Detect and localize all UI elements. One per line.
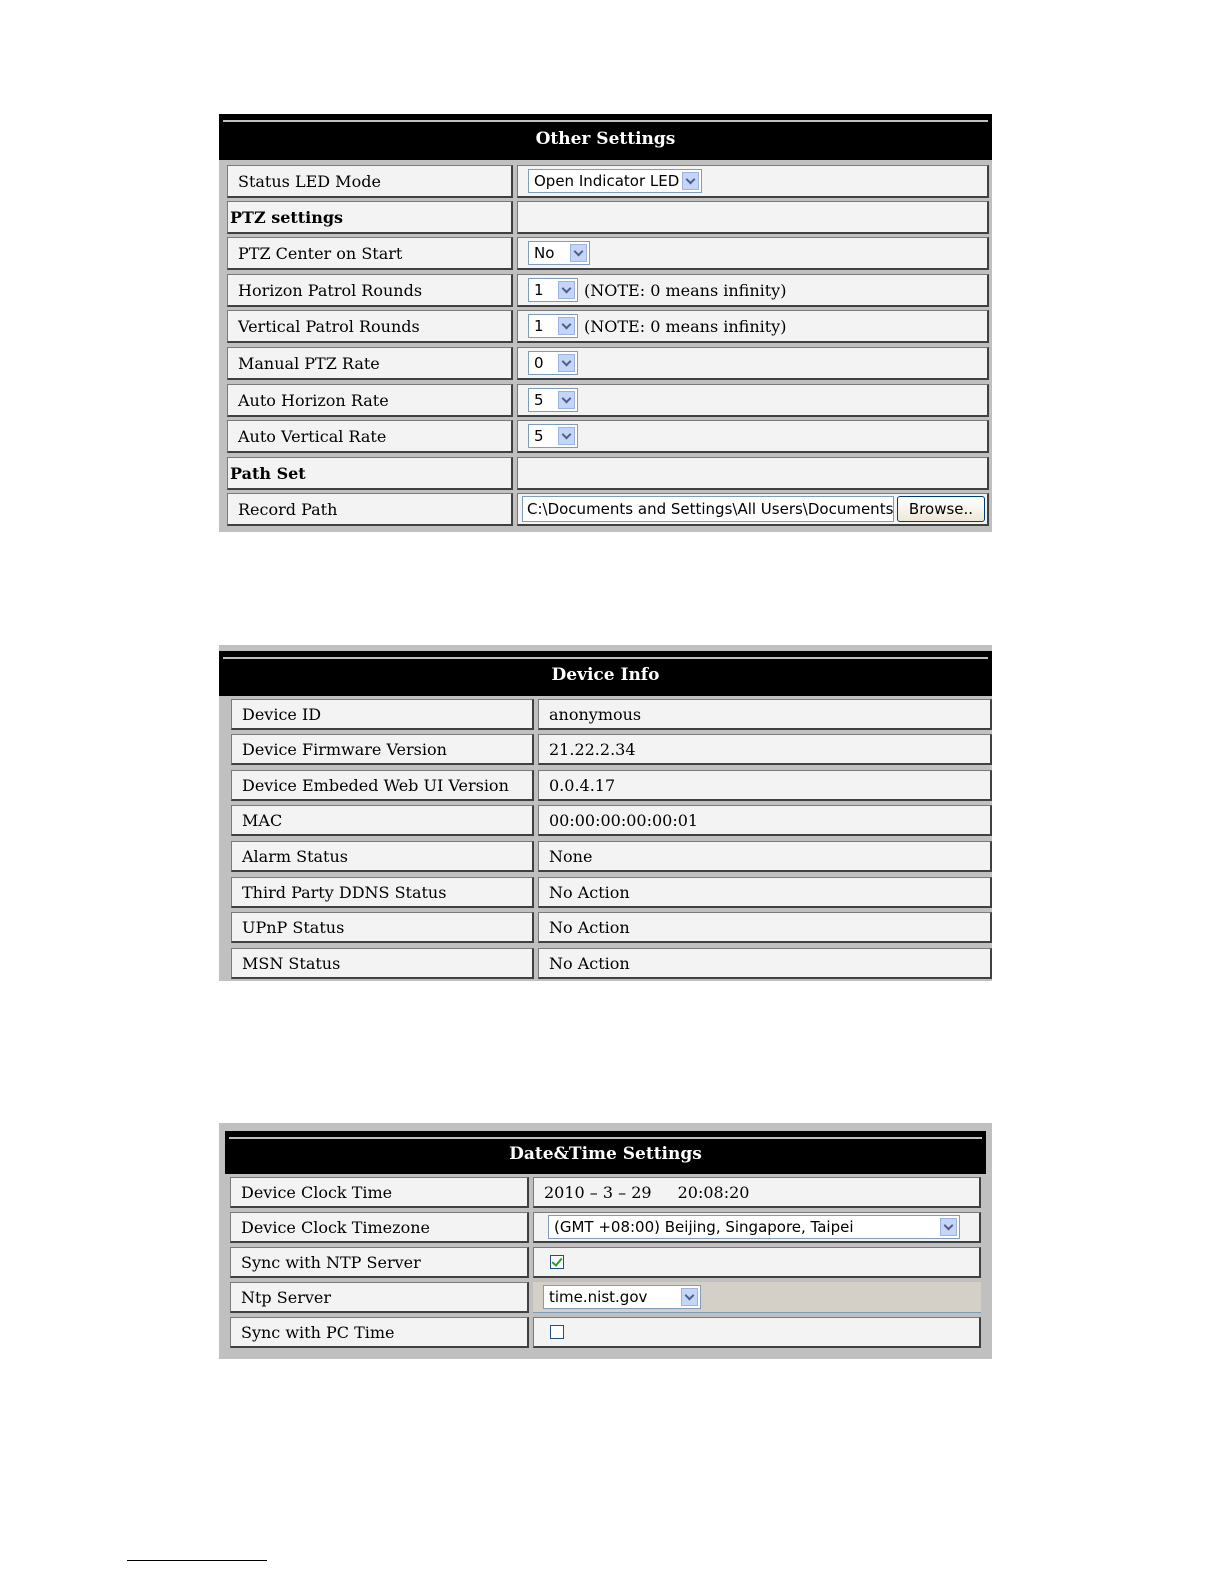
auto-horizon-rate-cell	[517, 384, 989, 417]
auto-vertical-rate-value: 5	[534, 427, 544, 445]
sync-pc-time-cell	[533, 1317, 981, 1348]
msn-status-label: MSN Status	[231, 948, 534, 979]
ddns-status-label: Third Party DDNS Status	[231, 877, 534, 908]
other-settings-title: Other Settings	[219, 114, 992, 160]
status-led-mode-value: Open Indicator LED	[534, 172, 680, 190]
auto-horizon-rate-label: Auto Horizon Rate	[227, 384, 513, 417]
alarm-status-label: Alarm Status	[231, 841, 534, 872]
ptz-settings-empty-cell	[517, 201, 989, 234]
chevron-down-icon[interactable]	[558, 391, 575, 409]
auto-horizon-rate-select[interactable]	[528, 388, 578, 412]
upnp-status-label: UPnP Status	[231, 912, 534, 943]
mac-value: 00:00:00:00:00:01	[538, 805, 992, 836]
web-ui-version-label: Device Embeded Web UI Version	[231, 770, 534, 801]
browse-button[interactable]: Browse..	[897, 496, 985, 522]
chevron-down-icon[interactable]	[570, 244, 587, 262]
device-id-label: Device ID	[231, 699, 534, 730]
ddns-status-value: No Action	[538, 877, 992, 908]
device-info-panel	[219, 645, 992, 981]
horizon-patrol-rounds-label: Horizon Patrol Rounds	[227, 274, 513, 307]
vertical-patrol-rounds-note: (NOTE: 0 means infinity)	[584, 316, 787, 336]
device-clock-timezone-label: Device Clock Timezone	[230, 1212, 529, 1243]
path-set-heading: Path Set	[227, 457, 513, 490]
ntp-server-select[interactable]	[543, 1285, 701, 1309]
ptz-center-on-start-select[interactable]	[528, 241, 590, 265]
device-info-title: Device Info	[219, 651, 992, 696]
footnote-separator	[127, 1560, 267, 1561]
device-clock-timezone-cell	[533, 1212, 981, 1243]
device-clock-time-cell	[533, 1177, 981, 1208]
timezone-value: (GMT +08:00) Beijing, Singapore, Taipei	[554, 1218, 854, 1236]
sync-pc-time-label: Sync with PC Time	[230, 1317, 529, 1348]
record-path-input[interactable]: C:\Documents and Settings\All Users\Documents	[522, 496, 894, 522]
auto-horizon-rate-value: 5	[534, 391, 544, 409]
mac-label: MAC	[231, 805, 534, 836]
chevron-down-icon[interactable]	[558, 317, 575, 335]
manual-ptz-rate-label: Manual PTZ Rate	[227, 347, 513, 380]
device-clock-date: 2010 – 3 – 29	[544, 1182, 652, 1202]
vertical-patrol-rounds-label: Vertical Patrol Rounds	[227, 310, 513, 343]
device-clock-time-label: Device Clock Time	[230, 1177, 529, 1208]
manual-ptz-rate-select[interactable]	[528, 351, 578, 375]
device-clock-time: 20:08:20	[677, 1182, 750, 1202]
vertical-patrol-rounds-cell	[517, 310, 989, 343]
vertical-patrol-rounds-select[interactable]	[528, 314, 578, 338]
status-led-mode-label: Status LED Mode	[227, 165, 513, 198]
chevron-down-icon[interactable]	[681, 1288, 698, 1306]
record-path-cell	[517, 493, 989, 526]
chevron-down-icon[interactable]	[558, 281, 575, 299]
datetime-settings-title: Date&Time Settings	[225, 1131, 986, 1174]
chevron-down-icon[interactable]	[682, 172, 699, 190]
ntp-server-value: time.nist.gov	[549, 1288, 648, 1306]
firmware-version-value: 21.22.2.34	[538, 734, 992, 765]
record-path-label: Record Path	[227, 493, 513, 526]
chevron-down-icon[interactable]	[940, 1218, 957, 1236]
ptz-settings-heading: PTZ settings	[227, 201, 513, 234]
sync-pc-time-checkbox[interactable]	[550, 1325, 564, 1339]
manual-ptz-rate-value: 0	[534, 354, 544, 372]
timezone-select[interactable]	[548, 1215, 960, 1239]
horizon-patrol-rounds-select[interactable]	[528, 278, 578, 302]
ptz-center-on-start-cell	[517, 237, 989, 270]
sync-ntp-checkbox[interactable]	[550, 1255, 564, 1269]
horizon-patrol-rounds-note: (NOTE: 0 means infinity)	[584, 280, 787, 300]
auto-vertical-rate-cell	[517, 420, 989, 453]
upnp-status-value: No Action	[538, 912, 992, 943]
msn-status-value: No Action	[538, 948, 992, 979]
horizon-patrol-rounds-cell	[517, 274, 989, 307]
auto-vertical-rate-label: Auto Vertical Rate	[227, 420, 513, 453]
chevron-down-icon[interactable]	[558, 354, 575, 372]
firmware-version-label: Device Firmware Version	[231, 734, 534, 765]
alarm-status-value: None	[538, 841, 992, 872]
manual-ptz-rate-cell	[517, 347, 989, 380]
horizon-patrol-rounds-value: 1	[534, 281, 544, 299]
sync-ntp-cell	[533, 1247, 981, 1278]
web-ui-version-value: 0.0.4.17	[538, 770, 992, 801]
other-settings-panel	[219, 114, 992, 532]
ptz-center-on-start-label: PTZ Center on Start	[227, 237, 513, 270]
vertical-patrol-rounds-value: 1	[534, 317, 544, 335]
chevron-down-icon[interactable]	[558, 427, 575, 445]
auto-vertical-rate-select[interactable]	[528, 424, 578, 448]
ptz-center-on-start-value: No	[534, 244, 555, 262]
device-id-value: anonymous	[538, 699, 992, 730]
ntp-server-cell	[533, 1282, 981, 1313]
status-led-mode-cell	[517, 165, 989, 198]
status-led-mode-select[interactable]	[528, 169, 702, 193]
ntp-server-label: Ntp Server	[230, 1282, 529, 1313]
datetime-settings-panel	[219, 1123, 992, 1359]
path-set-empty-cell	[517, 457, 989, 490]
sync-ntp-label: Sync with NTP Server	[230, 1247, 529, 1278]
